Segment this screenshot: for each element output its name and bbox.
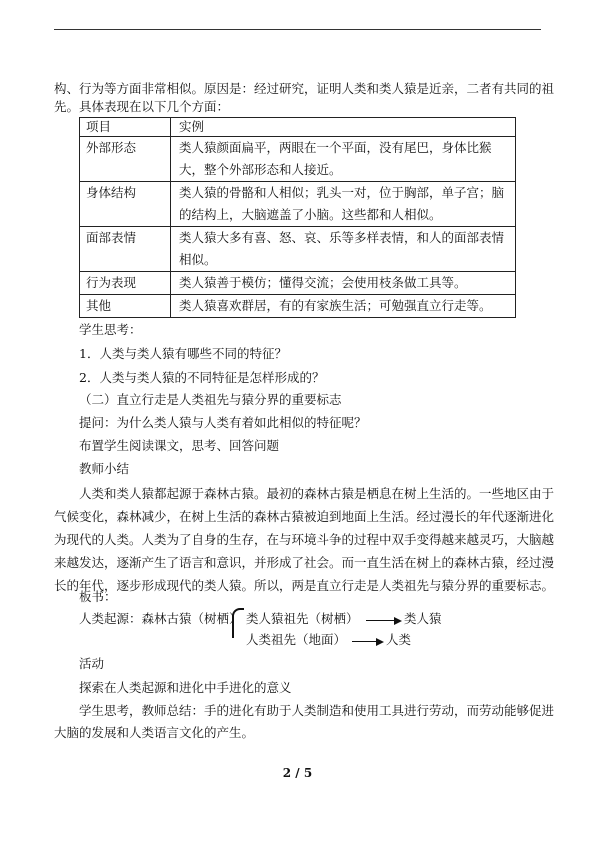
summary-paragraph-line: 人类和类人猿都起源于森林古猿。最初的森林古猿是栖息在树上生活的。一些地区由于 [79, 486, 555, 501]
prompt-question: 提问：为什么类人猿与人类有着如此相似的特征呢？ [79, 415, 367, 430]
table-cell-item: 其他 [80, 295, 171, 318]
branch-human-ancestor: 人类祖先（地面） [246, 632, 347, 647]
table-cell-item: 外部形态 [80, 137, 171, 182]
page-number: 2 / 5 [282, 766, 313, 780]
arrow-right-icon [352, 641, 382, 642]
explore-topic: 探索在人类起源和进化中手进化的意义 [79, 680, 292, 695]
intro-line-1: 构、行为等方面非常相似。原因是：经过研究，证明人类和类人猿是近亲，二者有共同的祖 [54, 81, 555, 96]
branch-ape-ancestor: 类人猿祖先（树栖） [246, 611, 359, 626]
summary-paragraph-line: 来越发达，逐渐产生了语言和意识，并形成了社会。而一直生活在树上的森林古猿，经过漫 [54, 555, 555, 570]
assignment: 布置学生阅读课文，思考、回答问题 [79, 438, 280, 453]
arrow-right-icon [366, 620, 400, 621]
table-cell-item: 身体结构 [80, 182, 171, 227]
table-header-row [80, 118, 516, 137]
comparison-table [79, 117, 516, 318]
summary-paragraph-line: 为现代的人类。人类为了自身的生存，在与环境斗争的过程中双手变得越来越灵巧，大脑越 [54, 532, 555, 547]
table-cell-example: 类人猿大多有喜、怒、哀、乐等多样表情，和人的面部表情相似。 [171, 227, 516, 272]
table-cell-item: 面部表情 [80, 227, 171, 272]
table-row [80, 182, 516, 227]
table-header-example: 实例 [171, 118, 516, 137]
summary-paragraph-line: 气候变化，森林减少，在树上生活的森林古猿被迫到地面上生活。经过漫长的年代逐渐进化 [54, 509, 555, 524]
summary-title: 教师小结 [79, 461, 130, 476]
table-row [80, 295, 516, 318]
question-1: 1．人类与类人猿有哪些不同的特征？ [79, 346, 287, 361]
table-row [80, 137, 516, 182]
table-cell-example: 类人猿喜欢群居，有的有家族生活；可勉强直立行走等。 [171, 295, 516, 318]
table-cell-example: 类人猿善于模仿；懂得交流；会使用枝条做工具等。 [171, 272, 516, 295]
brace-shape [232, 608, 244, 638]
result-humans: 人类 [386, 632, 412, 647]
header-rule [54, 29, 541, 30]
summary-paragraph-line: 长的年代，逐步形成现代的类人猿。所以，两是直立行走是人类祖先与猿分界的重要标志。 [54, 578, 555, 593]
table-cell-example: 类人猿颜面扁平，两眼在一个平面，没有尾巴，身体比猴大，整个外部形态和人接近。 [171, 137, 516, 182]
question-2: 2．人类与类人猿的不同特征是怎样形成的？ [79, 370, 325, 385]
origin-label: 人类起源：森林古猿（树栖） [79, 611, 242, 626]
table-row [80, 227, 516, 272]
conclusion-line-1: 学生思考，教师总结：手的进化有助于人类制造和使用工具进行劳动，而劳动能够促进 [79, 703, 555, 718]
table-header-item: 项目 [80, 118, 171, 137]
table-cell-example: 类人猿的骨骼和人相似；乳头一对，位于胸部，单子宫；脑的结构上，大脑遮盖了小脑。这些都和人相似。 [171, 182, 516, 227]
table-cell-item: 行为表现 [80, 272, 171, 295]
intro-line-2: 先。具体表现在以下几个方面： [54, 99, 230, 114]
result-apes: 类人猿 [404, 611, 442, 626]
students-think: 学生思考： [79, 322, 142, 337]
table-row [80, 272, 516, 295]
conclusion-line-2: 大脑的发展和人类语言文化的产生。 [54, 725, 255, 740]
board-label: 板书： [79, 589, 117, 604]
section-heading: （二）直立行走是人类祖先与猿分界的重要标志 [79, 392, 342, 407]
activity-label: 活动 [79, 656, 105, 671]
